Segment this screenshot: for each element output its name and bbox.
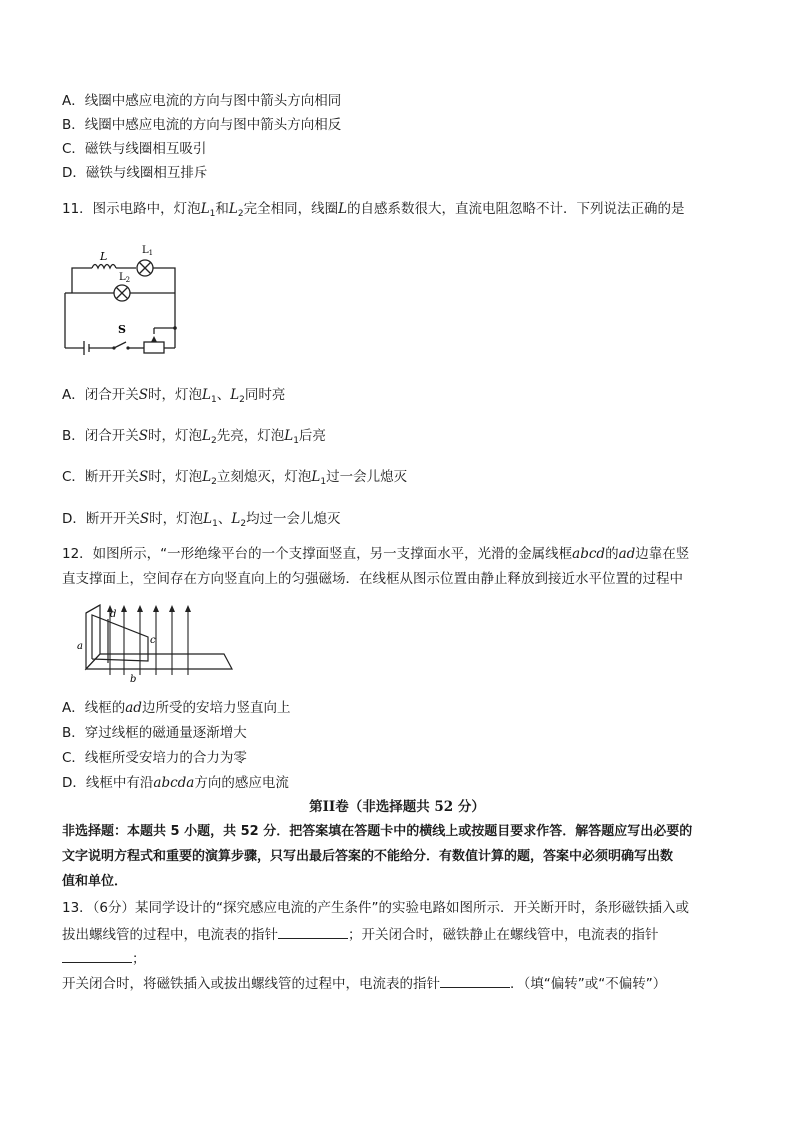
q11-option-a: A．闭合开关S时，灯泡$L_1$、$L_2$同时亮 (62, 387, 286, 405)
q11-option-b: B．闭合开关S时，灯泡$L_2$先亮，灯泡$L_1$后亮 (62, 428, 326, 446)
magnetic-field-lines (110, 609, 188, 675)
q12-option-b: B．穿过线框的磁通量逐渐增大 (62, 725, 247, 741)
section2-title: 第II卷（非选择题共 52 分） (309, 799, 485, 815)
q11-stem: 11．图示电路中，灯泡$L_1$和$L_2$完全相同，线圈L的自感系数很大，直流电阻忽略不计．下列说法正确的是 (62, 201, 685, 219)
label-c: c (150, 635, 156, 646)
q12-frame-diagram (72, 603, 240, 685)
q12-option-a: A．线框的ad边所受的安培力竖直向上 (62, 700, 291, 716)
q12-stem-line1: 12．如图所示，“一形绝缘平台的一个支撑面竖直，另一支撑面水平，光滑的金属线框abcd的ad边靠在竖 (62, 546, 690, 562)
q13-line2: 拔出螺线管的过程中，电流表的指针 ；开关闭合时，磁铁静止在螺线管中，电流表的指针 (62, 924, 659, 944)
q10-option-d: D．磁铁与线圈相互排斥 (62, 165, 208, 181)
q10-option-a: A．线圈中感应电流的方向与图中箭头方向相同 (62, 93, 342, 109)
q11-option-c: C．断开开关S时，灯泡$L_2$立刻熄灭，灯泡$L_1$过一会儿熄灭 (62, 469, 408, 487)
q13-line3: ； (62, 948, 146, 968)
section2-instructions-1: 非选择题：本题共 5 小题，共 52 分．把答案填在答题卡中的横线上或按题目要求作答．解答题应写出必要的 (62, 824, 693, 839)
q13-blank-3 (440, 973, 510, 988)
switch-icon (114, 342, 126, 348)
q13-blank-1 (278, 924, 348, 939)
q10-option-c: C．磁铁与线圈相互吸引 (62, 141, 207, 157)
inductor-label: L (100, 250, 108, 263)
label-b: b (130, 674, 137, 685)
label-d: d (110, 609, 117, 620)
switch-label: S (118, 323, 126, 336)
lamp2-label: $L_2$ (119, 272, 131, 284)
section2-instructions-3: 值和单位． (62, 874, 128, 889)
lamp1-label: $L_1$ (142, 245, 154, 257)
q12-option-c: C．线框所受安培力的合力为零 (62, 750, 247, 766)
q12-stem-line2: 直支撑面上，空间存在方向竖直向上的匀强磁场．在线框从图示位置由静止释放到接近水平位置的过程中 (62, 571, 683, 587)
q11-circuit-diagram (62, 238, 187, 356)
q12-option-d: D．线框中有沿abcda方向的感应电流 (62, 775, 289, 791)
q11-option-d: D．断开开关S时，灯泡$L_1$、$L_2$均过一会儿熄灭 (62, 511, 341, 529)
q13-line4: 开关闭合时，将磁铁插入或拔出螺线管的过程中，电流表的指针 ．（填“偏转”或“不偏转”） (62, 973, 666, 993)
q13-blank-2 (62, 948, 132, 963)
label-a: a (77, 641, 83, 652)
inductor-coil (92, 265, 116, 269)
q10-option-b: B．线圈中感应电流的方向与图中箭头方向相反 (62, 117, 342, 133)
section2-instructions-2: 文字说明方程式和重要的演算步骤，只写出最后答案的不能给分．有数值计算的题，答案中必须明确写出数 (62, 849, 674, 864)
q13-line1: 13．（6分）某同学设计的“探究感应电流的产生条件”的实验电路如图所示．开关断开时，条形磁铁插入或 (62, 900, 690, 916)
